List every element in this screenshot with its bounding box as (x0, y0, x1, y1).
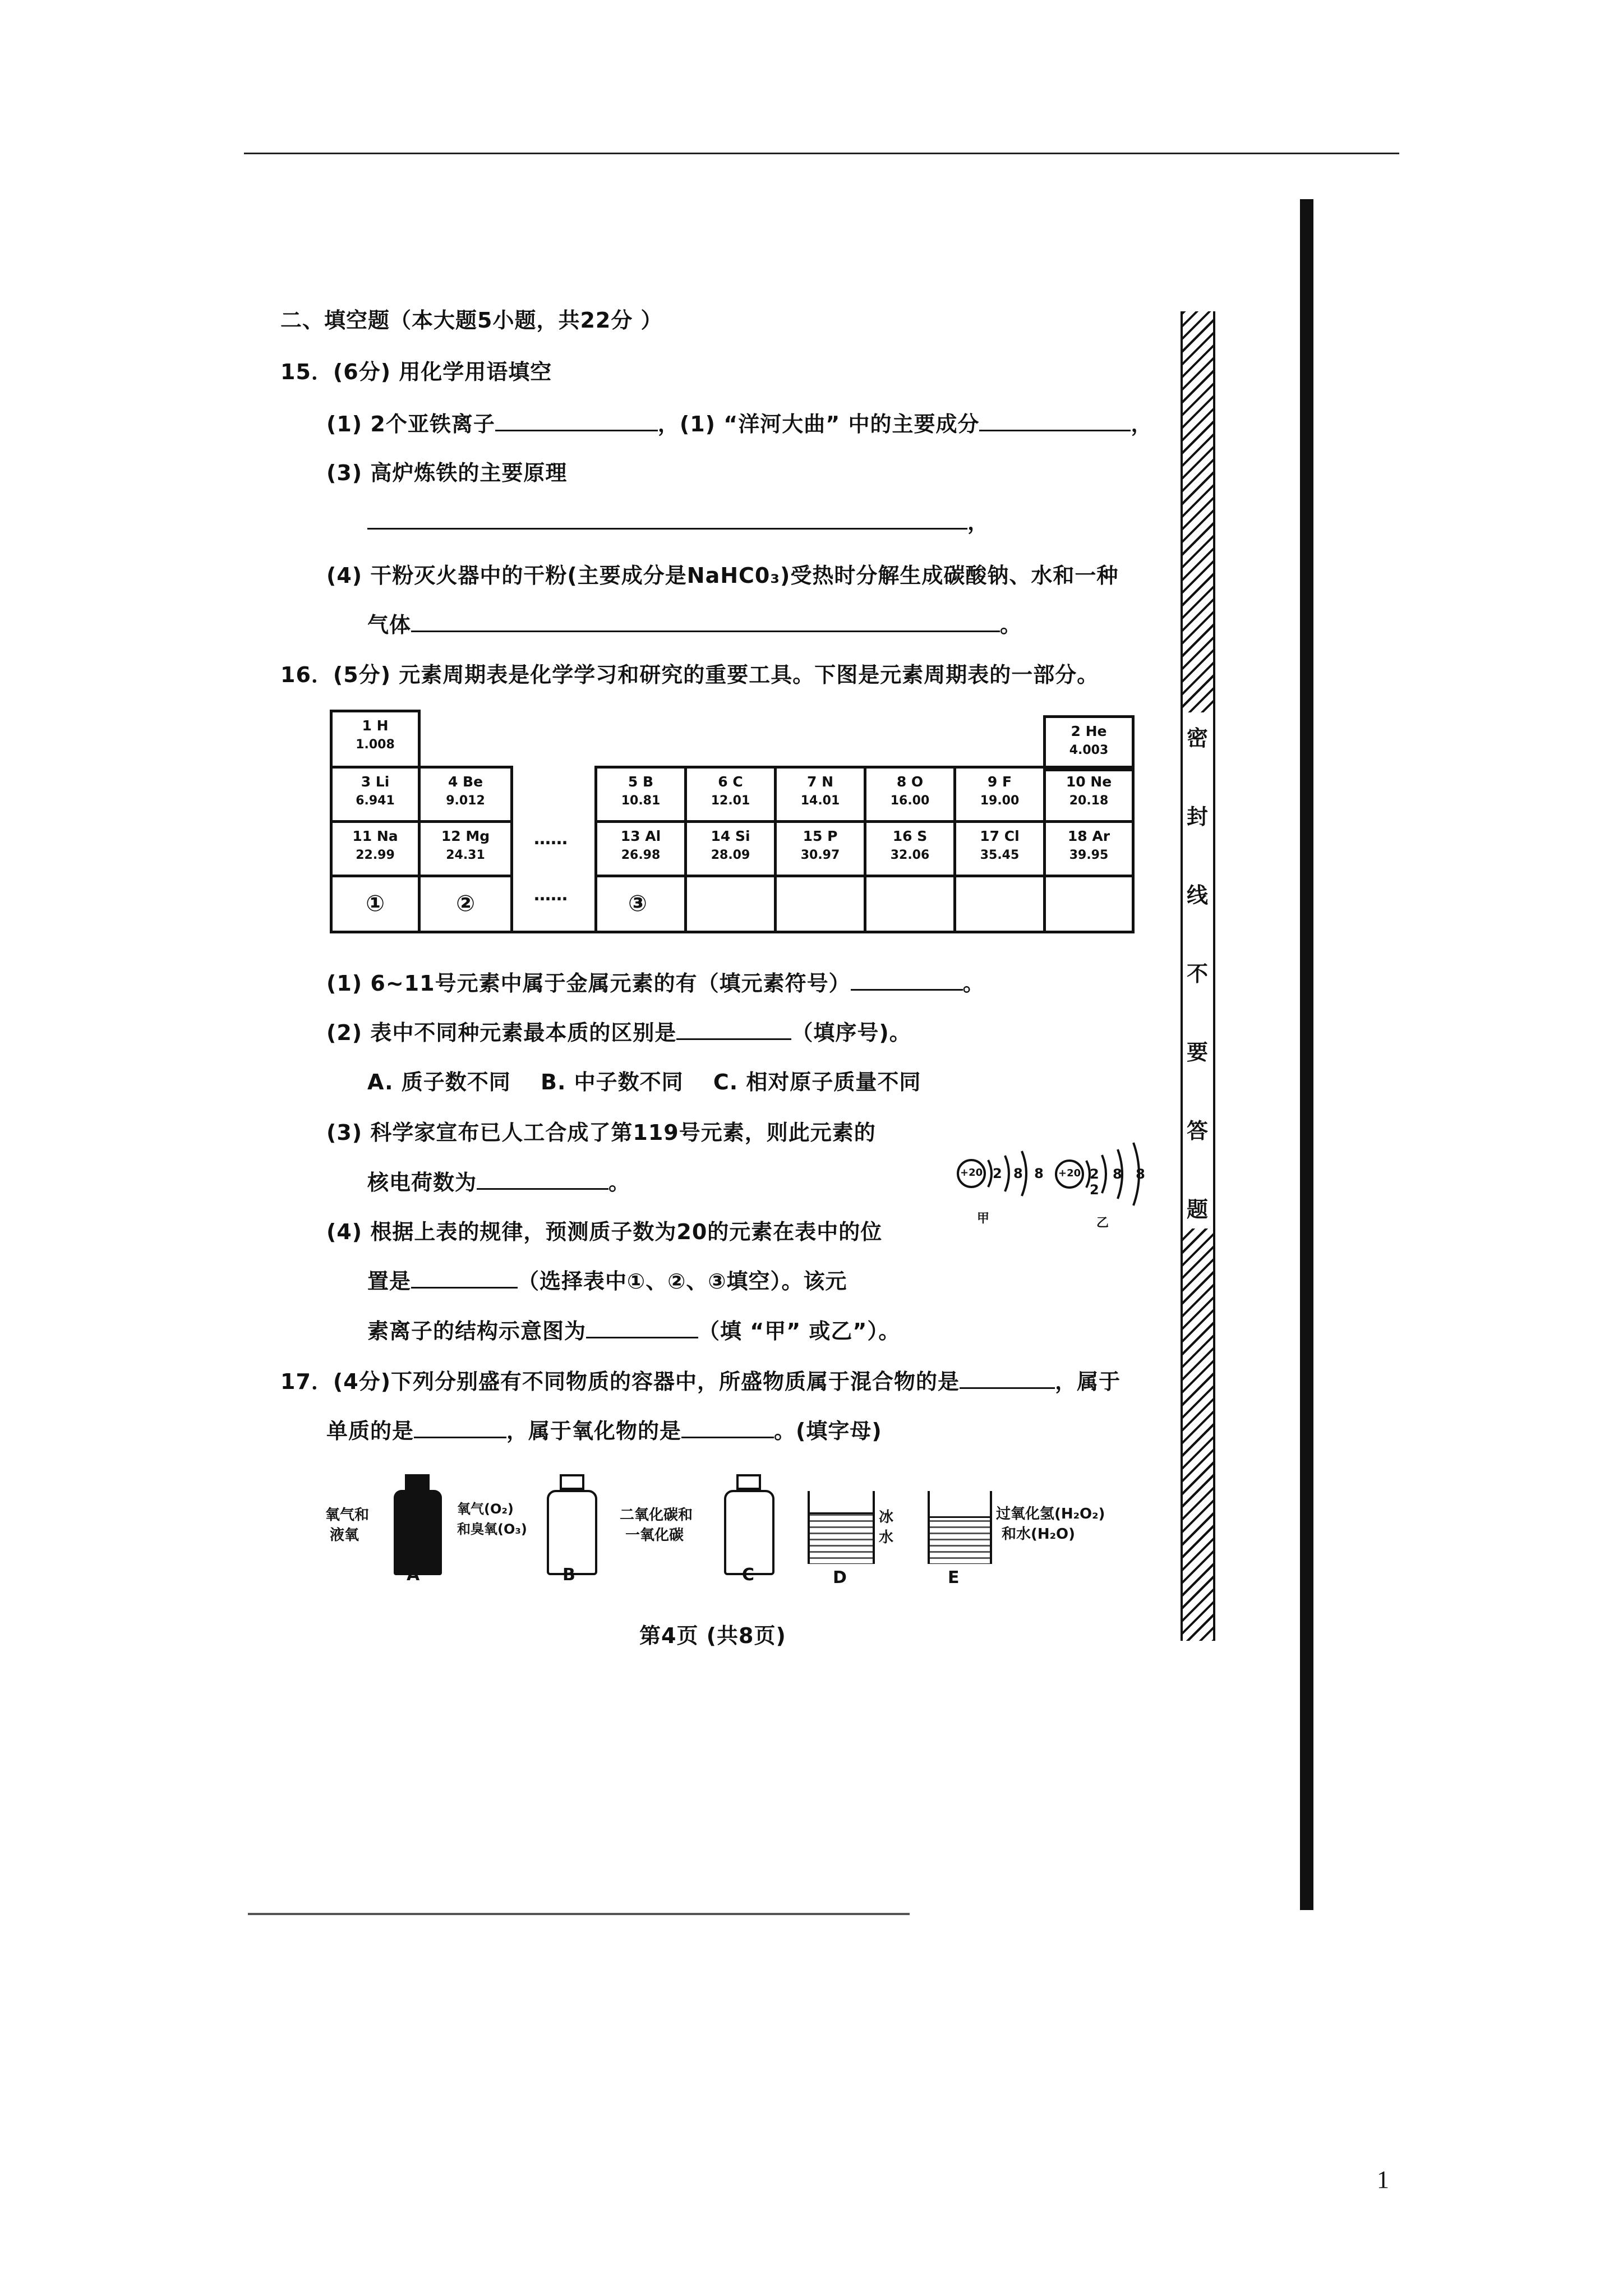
beaker-e-content1: 过氧化氢(H₂O₂) (996, 1506, 1105, 1522)
q16-p2: (2) 表中不同种元素最本质的区别是 (326, 1020, 677, 1045)
q15-part4: (4) 干粉灭火器中的干粉(主要成分是NaHC0₃)受热时分解生成碳酸钠、水和一种 (326, 563, 1119, 588)
bottle-c-cap (736, 1474, 761, 1490)
q15-title: 15．(6分) 用化学用语填空 (280, 360, 552, 384)
q15-p4end: 。 (1000, 613, 1022, 637)
q17-text1: 17．(4分)下列分别盛有不同物质的容器中，所盛物质属于混合物的是 (280, 1369, 960, 1394)
pt-cell-c: 6 C 12.01 (684, 766, 777, 823)
pt-cell-s: 16 S 32.06 (864, 820, 956, 877)
answer-blank[interactable] (851, 972, 963, 991)
pt-cell-b: 5 B 10.81 (594, 766, 687, 823)
pt-cell-li: 3 Li 6.941 (330, 766, 421, 823)
q17-text1end: ，属于 (1055, 1369, 1121, 1394)
bottle-b-cap (560, 1474, 584, 1490)
pt-cell-mark-3: ③ (594, 875, 687, 933)
pt-cell-empty (864, 875, 956, 933)
q16-p1: (1) 6~11号元素中属于金属元素的有（填元素符号） (326, 971, 851, 996)
pt-cell-ar: 18 Ar 39.95 (1043, 820, 1135, 877)
bottle-a-body (394, 1490, 442, 1575)
q16-p3b: 核电荷数为 (367, 1170, 477, 1195)
atom-jia-shells: 2 8 8 (993, 1166, 1047, 1181)
bottle-c-content2: 一氧化碳 (625, 1527, 684, 1544)
pt-cell-mg: 12 Mg 24.31 (418, 820, 513, 877)
atom-jia-nucleus: +20 (960, 1167, 983, 1179)
answer-blank[interactable] (495, 413, 658, 431)
atom-yi-nucleus: +20 (1058, 1167, 1081, 1179)
atom-diagram-jia (953, 1139, 1049, 1228)
pt-cell-mark-2: ② (418, 875, 513, 933)
q17-line2 (326, 1414, 882, 1444)
q15-p3end: ， (967, 510, 990, 535)
bottle-a-content2: 液氧 (330, 1527, 359, 1544)
q16-options: A. 质子数不同 B. 中子数不同 C. 相对原子质量不同 (367, 1070, 921, 1094)
q17-text2a: 单质的是 (326, 1419, 414, 1443)
beaker-e-content2: 和水(H₂O) (1002, 1526, 1076, 1543)
q15-p1c: ， (1131, 412, 1153, 436)
q17-text2b: ，属于氧化物的是 (506, 1419, 682, 1443)
answer-blank[interactable] (477, 1171, 608, 1190)
answer-blank[interactable] (676, 1022, 791, 1040)
pt-cell-f: 9 F 19.00 (953, 766, 1046, 823)
pt-cell-he: 2 He 4.003 (1043, 715, 1135, 771)
q15-p4b: 气体 (367, 613, 412, 637)
pt-cell-cl: 17 Cl 35.45 (953, 820, 1046, 877)
q16-p1end: 。 (962, 971, 985, 996)
seal-char-3: 线 (1187, 883, 1209, 908)
container-a (325, 1474, 454, 1586)
pt-cell-p: 15 P 30.97 (774, 820, 866, 877)
q15-part3-answer (367, 505, 989, 536)
answer-blank[interactable] (979, 413, 1131, 431)
q16-p4c: 素离子的结构示意图为 (367, 1319, 587, 1343)
answer-blank[interactable] (411, 1270, 518, 1289)
pt-cell-empty (774, 875, 866, 933)
bottle-a-cap (405, 1474, 430, 1490)
pt-cell-empty (1043, 875, 1135, 933)
q15-part1 (326, 407, 1152, 438)
container-b (457, 1474, 603, 1586)
q15-p1b: ，(1) “洋河大曲” 中的主要成分 (657, 412, 980, 436)
pt-cell-si: 14 Si 28.09 (684, 820, 777, 877)
atom-yi-label: 乙 (1096, 1216, 1109, 1230)
atom-jia-label: 甲 (977, 1212, 990, 1226)
bottle-a-content1: 氧气和 (325, 1507, 370, 1524)
q15-part3: (3) 高炉炼铁的主要原理 (326, 461, 568, 485)
page-footer: 第4页 (共8页) (639, 1623, 786, 1648)
bottle-b-body (547, 1490, 597, 1575)
beaker-d-liquid (810, 1512, 873, 1563)
pt-cell-al: 13 Al 26.98 (594, 820, 687, 877)
container-d (803, 1485, 904, 1570)
pt-cell-na: 11 Na 22.99 (330, 820, 421, 877)
q17-line1 (280, 1364, 1121, 1395)
q17-text2end: 。(填字母) (774, 1419, 882, 1443)
q16-p2end: （填序号)。 (791, 1020, 911, 1045)
bottle-c-content1: 二氧化碳和 (620, 1507, 693, 1524)
pt-cell-be: 4 Be 9.012 (418, 766, 513, 823)
atom-yi-shells: 2 8 8 2 (1090, 1166, 1150, 1198)
section-title: 二、填空题（本大题5小题，共22分 ） (280, 308, 663, 333)
container-d-label: D (833, 1568, 847, 1588)
q16-title: 16．(5分) 元素周期表是化学学习和研究的重要工具。下图是元素周期表的一部分。 (280, 662, 1099, 687)
q16-p4c2: （填 “甲” 或乙”）。 (698, 1319, 901, 1343)
pt-cell-n: 7 N 14.01 (774, 766, 866, 823)
q15-part4-answer (367, 608, 1022, 638)
seal-char-1: 密 (1187, 726, 1209, 751)
pt-cell-empty (953, 875, 1046, 933)
q16-part2 (326, 1015, 911, 1046)
seal-char-4: 不 (1187, 961, 1209, 986)
pt-cell-ne: 10 Ne 20.18 (1043, 766, 1135, 823)
q15-p1a: (1) 2个亚铁离子 (326, 412, 495, 436)
seal-char-7: 题 (1187, 1197, 1209, 1222)
bottom-rule (248, 1913, 910, 1915)
q16-part4-line2 (367, 1264, 847, 1295)
container-e (924, 1485, 1160, 1570)
q16-part3-answer (367, 1165, 630, 1196)
q16-part4: (4) 根据上表的规律，预测质子数为20的元素在表中的位 (326, 1220, 883, 1244)
top-rule (244, 153, 1399, 154)
pt-ellipsis-row4: …… (534, 885, 568, 905)
beaker-e-liquid (930, 1516, 990, 1563)
seal-char-5: 要 (1187, 1040, 1209, 1065)
q16-p3end: 。 (608, 1170, 631, 1195)
pt-cell-mark-1: ① (330, 875, 421, 933)
container-c-label: C (742, 1565, 755, 1585)
seal-char-2: 封 (1187, 804, 1209, 829)
container-e-label: E (948, 1568, 960, 1588)
atom-diagram-yi (1052, 1130, 1164, 1237)
container-a-label: A (407, 1565, 421, 1585)
q16-p4b2: （选择表中①、②、③填空）。该元 (518, 1269, 847, 1294)
answer-blank[interactable] (586, 1320, 698, 1338)
seal-char-6: 答 (1187, 1119, 1209, 1143)
right-border-bar (1300, 199, 1313, 1910)
bottle-c-body (724, 1490, 774, 1575)
q16-part4-line3 (367, 1314, 900, 1345)
container-b-label: B (562, 1565, 576, 1585)
beaker-d-content2: 水 (879, 1529, 894, 1546)
pt-ellipsis-row3: …… (534, 829, 568, 849)
answer-blank[interactable] (681, 1420, 774, 1438)
pt-bottom-connector (510, 931, 597, 933)
page-number: 1 (1377, 2166, 1389, 2193)
bottle-b-content1: 氧气(O₂) (457, 1501, 514, 1517)
answer-blank[interactable] (367, 511, 967, 530)
beaker-d-content1: 冰 (879, 1509, 894, 1526)
pt-cell-o: 8 O 16.00 (864, 766, 956, 823)
answer-blank[interactable] (414, 1420, 506, 1438)
answer-blank[interactable] (411, 614, 1000, 632)
q16-part3: (3) 科学家宣布已人工合成了第119号元素，则此元素的 (326, 1120, 876, 1145)
pt-cell-empty (684, 875, 777, 933)
q16-p4b: 置是 (367, 1269, 412, 1294)
bottle-b-content2: 和臭氧(O₃) (457, 1521, 527, 1537)
pt-cell-h: 1 H 1.008 (330, 710, 421, 769)
q16-part1 (326, 966, 985, 997)
answer-blank[interactable] (960, 1370, 1055, 1389)
